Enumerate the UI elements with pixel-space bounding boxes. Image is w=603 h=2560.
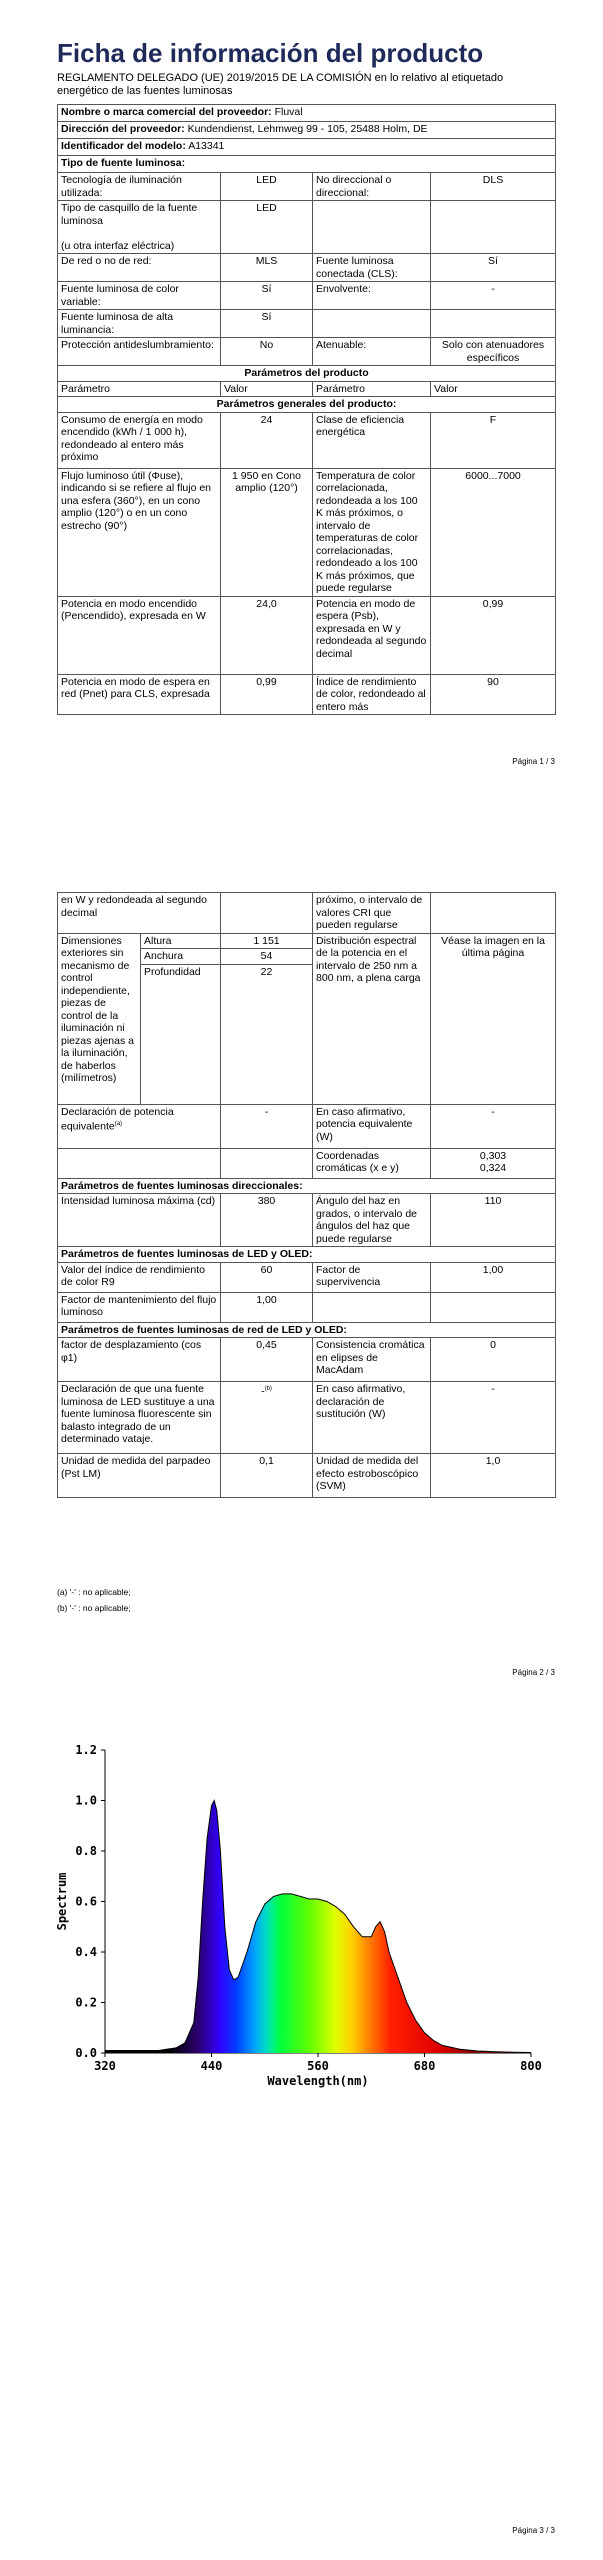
params-title: Parámetros del producto <box>58 366 556 382</box>
power-decl-label: Declaración de potencia equivalente$^{(a)}$ <box>58 1104 221 1148</box>
coords-label: Coordenadas cromáticas (x e y) <box>313 1148 431 1178</box>
cell-value: 6000...7000 <box>431 468 556 596</box>
x-tick-label: 320 <box>94 2059 116 2073</box>
cell-label: Consumo de energía en modo encendido (kWh / 1 000 h), redondeado al entero más próximo <box>58 412 221 468</box>
intensity-label: Intensidad luminosa máxima (cd) <box>58 1194 221 1247</box>
consistency-label: Consistencia cromática en elipses de MacAdam <box>313 1338 431 1382</box>
coords-value: 0,303 0,324 <box>431 1148 556 1178</box>
replace-w-label: En caso afirmativo, declaración de sustitución (W) <box>313 1382 431 1454</box>
page-3 <box>0 1700 603 2560</box>
page-number: Página 3 / 3 <box>512 2526 555 2535</box>
col-header: Parámetro <box>313 381 431 397</box>
cell-value: Solo con atenuadores específicos <box>431 338 556 366</box>
dim-value: 54 <box>221 949 313 965</box>
supplier-value: Fluval <box>274 106 303 118</box>
cell-label: Temperatura de color correlacionada, redondeada a los 100 K más próximos, o intervalo de temperaturas de color correlacionadas, redondeado a los 100 K más próximos, que puede regularse <box>313 468 431 596</box>
cell-label: Potencia en modo de espera (Psb), expresada en W y redondeada al segundo decimal <box>313 596 431 674</box>
model-value: A13341 <box>188 140 225 152</box>
cell-value: LED <box>221 173 313 201</box>
cell-label: De red o no de red: <box>58 254 221 282</box>
dim-name: Profundidad <box>141 964 221 1104</box>
spectrum-fill <box>105 1801 531 2054</box>
x-tick-label: 800 <box>520 2059 542 2073</box>
cell-label: Flujo luminoso útil (Φuse), indicando si se refiere al flujo en una esfera (360°), en un cono amplio (120°) o en un cono estrecho (90°) <box>58 468 221 596</box>
dim-name: Anchura <box>141 949 221 965</box>
cell-label: Fuente luminosa de color variable: <box>58 282 221 310</box>
page-1 <box>0 0 603 800</box>
maint-label: Factor de mantenimiento del flujo luminoso <box>58 1292 221 1322</box>
mains-title: Parámetros de fuentes luminosas de red de LED y OLED: <box>58 1322 556 1338</box>
y-tick-label: 0.4 <box>75 1945 97 1959</box>
supplier-label: Nombre o marca comercial del proveedor: <box>61 106 272 118</box>
cell-value: 1 950 en Cono amplio (120°) <box>221 468 313 596</box>
replace-value: -$^{(b)}$ <box>221 1382 313 1454</box>
page-number: Página 1 / 3 <box>512 757 555 766</box>
directional-title: Parámetros de fuentes luminosas direccionales: <box>58 1178 556 1194</box>
dimensions-label: Dimensiones exteriores sin mecanismo de control independiente, piezas de control de la iluminación ni piezas ajenas a la iluminación, de haberlos (milímetros) <box>58 933 141 1104</box>
cell-value: 0,99 <box>221 674 313 715</box>
document-title: Ficha de información del producto <box>57 38 484 68</box>
page-number: Página 2 / 3 <box>512 1668 555 1677</box>
cell-value: Sí <box>221 282 313 310</box>
page-2 <box>0 872 603 1632</box>
x-tick-label: 680 <box>413 2059 436 2073</box>
cell-label: Protección antideslumbramiento: <box>58 338 221 366</box>
supplier-row <box>58 105 556 122</box>
flicker-value: 0,1 <box>221 1454 313 1498</box>
y-tick-label: 0.6 <box>75 1894 97 1909</box>
footnote-b: (b) '-' : no aplicable; <box>57 1603 131 1613</box>
address-label: Dirección del proveedor: <box>61 123 185 135</box>
regulation-text: REGLAMENTO DELEGADO (UE) 2019/2015 DE LA COMISIÓN en lo relativo al etiquetado energético de las fuentes luminosas <box>57 72 504 97</box>
flicker-label: Unidad de medida del parpadeo (Pst LM) <box>58 1454 221 1498</box>
cell-label: Atenuable: <box>313 338 431 366</box>
cell-value: 24,0 <box>221 596 313 674</box>
cell-label: Potencia en modo encendido (Pencendido), expresada en W <box>58 596 221 674</box>
col-header: Parámetro <box>58 381 221 397</box>
y-tick-label: 1.0 <box>75 1793 97 1808</box>
col-header: Valor <box>221 381 313 397</box>
power-equiv-label: En caso afirmativo, potencia equivalente (W) <box>313 1104 431 1148</box>
col-header: Valor <box>431 381 556 397</box>
cell-value: F <box>431 412 556 468</box>
dim-value: 22 <box>221 964 313 1104</box>
cell-label <box>313 310 431 338</box>
model-row <box>58 139 556 156</box>
cell-value: Sí <box>221 310 313 338</box>
y-tick-label: 1.2 <box>75 1743 97 1757</box>
address-value: Kundendienst, Lehmweg 99 - 105, 25488 Holm, DE <box>187 123 428 135</box>
cell-value <box>431 201 556 254</box>
general-title: Parámetros generales del producto: <box>58 397 556 413</box>
cell-label: Potencia en modo de espera en red (Pnet) para CLS, expresada <box>58 674 221 715</box>
cell-value: 0,99 <box>431 596 556 674</box>
cell-value <box>431 310 556 338</box>
y-axis-label: Spectrum <box>55 1872 69 1931</box>
cell-value: 90 <box>431 674 556 715</box>
cell-label: Tipo de casquillo de la fuente luminosa (u otra interfaz eléctrica) <box>58 201 221 254</box>
cell-label: Fuente luminosa conectada (CLS): <box>313 254 431 282</box>
footnote-a: (a) '-' : no aplicable; <box>57 1587 131 1597</box>
product-info-table-continued <box>57 892 556 1498</box>
disp-value: 0,45 <box>221 1338 313 1382</box>
svm-value: 1,0 <box>431 1454 556 1498</box>
product-info-table <box>57 104 556 715</box>
r9-label: Valor del índice de rendimiento de color R9 <box>58 1262 221 1292</box>
replace-w-value: - <box>431 1382 556 1454</box>
survival-label: Factor de supervivencia <box>313 1262 431 1292</box>
dim-name: Altura <box>141 933 221 949</box>
led-title: Parámetros de fuentes luminosas de LED y OLED: <box>58 1247 556 1263</box>
cell-value: DLS <box>431 173 556 201</box>
y-tick-label: 0.0 <box>75 2046 97 2060</box>
cell-value: Sí <box>431 254 556 282</box>
cell-label: en W y redondeada al segundo decimal <box>58 893 221 934</box>
replace-label: Declaración de que una fuente luminosa de LED sustituye a una fuente luminosa fluorescente sin balasto integrado de un determinado vataje. <box>58 1382 221 1454</box>
spectrum-chart <box>0 1700 603 2560</box>
power-equiv-value: - <box>431 1104 556 1148</box>
intensity-value: 380 <box>221 1194 313 1247</box>
beam-value: 110 <box>431 1194 556 1247</box>
power-decl-value: - <box>221 1104 313 1148</box>
dim-value: 1 151 <box>221 933 313 949</box>
cell-label <box>313 201 431 254</box>
spd-label: Distribución espectral de la potencia en el intervalo de 250 nm a 800 nm, a plena carga <box>313 933 431 1104</box>
consistency-value: 0 <box>431 1338 556 1382</box>
cell-label: Tecnología de iluminación utilizada: <box>58 173 221 201</box>
cell-label: Índice de rendimiento de color, redondeado al entero más <box>313 674 431 715</box>
svm-label: Unidad de medida del efecto estroboscópico (SVM) <box>313 1454 431 1498</box>
x-axis-label: Wavelength(nm) <box>267 2074 369 2088</box>
address-row <box>58 122 556 139</box>
y-tick-label: 0.2 <box>75 1995 97 2010</box>
type-label: Tipo de fuente luminosa: <box>58 156 556 173</box>
spd-value: Véase la imagen en la última página <box>431 933 556 1104</box>
cell-label: próximo, o intervalo de valores CRI que pueden regularse <box>313 893 431 934</box>
beam-label: Ángulo del haz en grados, o intervalo de ángulos del haz que puede regularse <box>313 1194 431 1247</box>
maint-value: 1,00 <box>221 1292 313 1322</box>
r9-value: 60 <box>221 1262 313 1292</box>
y-tick-label: 0.8 <box>75 1844 97 1858</box>
cell-label: No direccional o direccional: <box>313 173 431 201</box>
model-label: Identificador del modelo: <box>61 140 186 152</box>
x-tick-label: 440 <box>200 2059 223 2073</box>
cell-value: LED <box>221 201 313 254</box>
cell-value: 24 <box>221 412 313 468</box>
cell-label: Envolvente: <box>313 282 431 310</box>
disp-label: factor de desplazamiento (cos φ1) <box>58 1338 221 1382</box>
survival-value: 1,00 <box>431 1262 556 1292</box>
cell-label: Fuente luminosa de alta luminancia: <box>58 310 221 338</box>
cell-label: Clase de eficiencia energética <box>313 412 431 468</box>
cell-value: MLS <box>221 254 313 282</box>
cell-value: - <box>431 282 556 310</box>
cell-value: No <box>221 338 313 366</box>
x-tick-label: 560 <box>307 2059 329 2073</box>
